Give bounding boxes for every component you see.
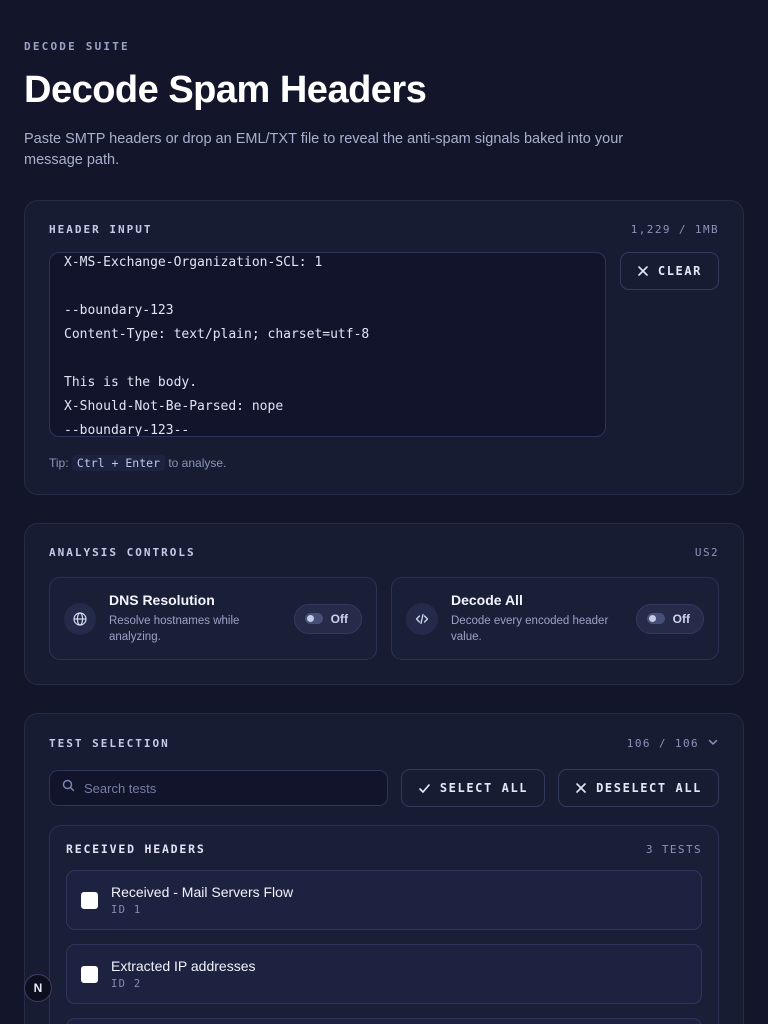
- deselect-all-button[interactable]: [558, 769, 719, 807]
- test-checkbox[interactable]: [81, 892, 98, 909]
- test-row-text: [111, 884, 293, 916]
- tip-suffix: to analyse.: [168, 456, 227, 471]
- control-dns-text: [109, 592, 281, 645]
- select-all-label: SELECT ALL: [439, 781, 529, 796]
- test-selection-card: [24, 713, 744, 1024]
- test-checkbox[interactable]: [81, 966, 98, 983]
- toggle-dns-resolution[interactable]: [294, 604, 362, 634]
- test-group-head: [66, 842, 702, 856]
- header-input-counter: 1,229 / 1MB: [630, 223, 719, 237]
- test-search-row: [49, 769, 719, 807]
- chevron-down-icon: [707, 736, 719, 751]
- toggle-decode-all[interactable]: [636, 604, 704, 634]
- analysis-controls-grid: [49, 577, 719, 660]
- page-subtitle: Paste SMTP headers or drop an EML/TXT file to reveal the anti-spam signals baked into your message path.: [24, 130, 624, 169]
- control-decode-title: Decode All: [451, 592, 523, 609]
- control-dns-resolution[interactable]: [49, 577, 377, 660]
- toggle-knob-icon: [305, 613, 323, 624]
- search-tests-box[interactable]: [49, 770, 388, 806]
- deselect-all-label: DESELECT ALL: [596, 781, 702, 796]
- control-decode-text: [451, 592, 623, 645]
- test-selection-counter: 106 / 106: [626, 737, 699, 751]
- code-icon: [406, 603, 438, 635]
- check-icon: [418, 782, 431, 795]
- test-name: Extracted IP addresses: [111, 958, 256, 975]
- control-decode-desc: Decode every encoded header value.: [451, 615, 609, 643]
- keyboard-tip: [49, 456, 719, 470]
- test-row[interactable]: [66, 944, 702, 1004]
- close-icon: [575, 782, 587, 794]
- header-input-card-head: [49, 223, 719, 236]
- control-decode-all[interactable]: [391, 577, 719, 660]
- toggle-knob-icon: [647, 613, 665, 624]
- brand-eyebrow: DECODE SUITE: [24, 40, 130, 53]
- page-title: Decode Spam Headers: [24, 69, 427, 111]
- analysis-controls-head: [49, 546, 719, 559]
- analysis-controls-card: [24, 523, 744, 685]
- globe-icon: [64, 603, 96, 635]
- header-textarea-wrap: [49, 252, 606, 442]
- test-name: Received - Mail Servers Flow: [111, 884, 294, 901]
- analysis-controls-label: ANALYSIS CONTROLS: [49, 546, 196, 560]
- toggle-decode-label: Off: [672, 611, 690, 626]
- analysis-controls-meta: US2: [694, 546, 719, 560]
- toggle-dns-label: Off: [330, 611, 348, 626]
- test-group-title: RECEIVED HEADERS: [66, 842, 206, 857]
- clear-button[interactable]: [620, 252, 719, 290]
- header-input-textarea[interactable]: [49, 252, 606, 437]
- search-tests-input[interactable]: [84, 781, 375, 796]
- notification-fab[interactable]: N: [24, 974, 52, 1002]
- search-icon: [62, 779, 75, 797]
- tip-shortcut: Ctrl + Enter: [72, 455, 165, 471]
- tip-prefix: Tip:: [49, 456, 69, 471]
- test-group-count: 3 TESTS: [645, 842, 702, 856]
- test-selection-head: [49, 736, 719, 751]
- control-dns-title: DNS Resolution: [109, 592, 215, 609]
- test-row[interactable]: [66, 870, 702, 930]
- header-input-label: HEADER INPUT: [49, 223, 153, 237]
- header-input-card: [24, 200, 744, 495]
- header-input-row: [49, 252, 719, 442]
- test-row-partial[interactable]: [66, 1018, 702, 1024]
- test-id: ID 1: [111, 904, 142, 917]
- clear-button-label: CLEAR: [657, 264, 702, 279]
- test-selection-label: TEST SELECTION: [49, 737, 170, 751]
- control-dns-desc: Resolve hostnames while analyzing.: [109, 615, 240, 643]
- test-group-received-headers: [49, 825, 719, 1024]
- test-row-text: [111, 958, 255, 990]
- close-icon: [637, 265, 649, 277]
- select-all-button[interactable]: [401, 769, 545, 807]
- test-id: ID 2: [111, 978, 142, 991]
- test-selection-counter-group[interactable]: [627, 736, 719, 751]
